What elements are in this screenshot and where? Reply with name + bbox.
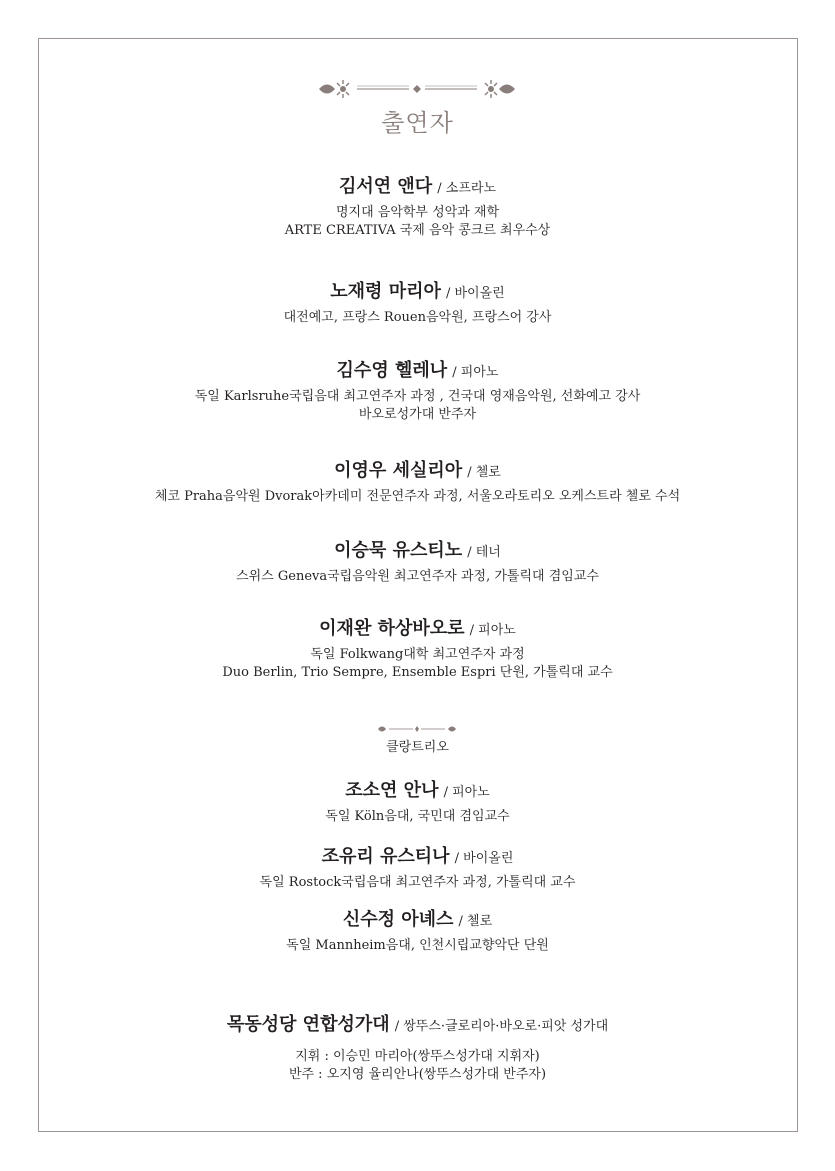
performer-bio: 독일 Karlsruhe국립음대 최고연주자 과정 , 건국대 영재음악원, 선화예고 강사 [194,389,641,404]
trio-member-1 [0,776,835,826]
performer-role: / 바이올린 [445,286,505,301]
choir-role: / 쌍뚜스·글로리아·바오로·피앗 성가대 [394,1019,609,1034]
performer-bio: 독일 Folkwang대학 최고연주자 과정 [310,647,525,662]
performer-role: / 피아노 [452,365,499,380]
performer-bio: 독일 Rostock국립음대 최고연주자 과정, 가톨릭대 교수 [259,875,576,890]
trio-member-2 [0,842,835,892]
performer-3 [0,356,835,424]
performer-4 [0,456,835,506]
choir-accompanist: 반주 : 오지영 율리안나(쌍뚜스성가대 반주자) [288,1067,547,1082]
performer-name: 조유리 유스티나 [321,846,450,867]
performer-6 [0,614,835,682]
performer-bio: 스위스 Geneva국립음악원 최고연주자 과정, 가톨릭대 겸임교수 [236,569,599,584]
choir-section [0,1010,835,1084]
performer-name: 이영우 세실리아 [334,460,463,481]
performer-bio: 바오로성가대 반주자 [358,407,477,422]
trio-member-3 [0,905,835,955]
performer-bio: 명지대 음악학부 성악과 재학 [335,205,500,220]
performer-role: / 바이올린 [454,851,514,866]
performer-1 [0,172,835,240]
trio-heading: 클랑트리오 [386,740,449,755]
performer-bio: 대전예고, 프랑스 Rouen음악원, 프랑스어 강사 [283,310,552,325]
trio-ornament-icon [377,723,457,735]
performer-5 [0,536,835,586]
performer-bio: Duo Berlin, Trio Sempre, Ensemble Espri 단원, 가톨릭대 교수 [222,665,613,680]
choir-conductor: 지휘 : 이승민 마리아(쌍뚜스성가대 지휘자) [295,1049,540,1064]
performer-name: 이재완 하상바오로 [319,618,465,639]
performer-role: / 첼로 [467,465,501,480]
performer-name: 이승묵 유스티노 [334,540,463,561]
performer-role: / 첼로 [458,914,493,929]
performer-bio: ARTE CREATIVA 국제 음악 콩크르 최우수상 [284,223,551,238]
performer-bio: 독일 Köln음대, 국민대 겸임교수 [325,809,510,824]
performer-bio: 독일 Mannheim음대, 인천시립교향악단 단원 [286,938,549,953]
performer-name: 조소연 안나 [345,780,439,801]
performer-role: / 피아노 [443,785,490,800]
performer-name: 신수정 아녜스 [342,909,454,930]
performer-name: 김서연 앤다 [338,176,433,197]
performer-role: / 소프라노 [437,181,497,196]
performer-name: 노재령 마리아 [330,281,441,302]
performer-name: 김수영 헬레나 [336,360,448,381]
choir-name: 목동성당 연합성가대 [226,1014,390,1035]
title-ornament-icon [317,76,517,102]
performer-role: / 피아노 [469,623,516,638]
page-title: 출연자 [381,109,454,137]
performer-role: / 테너 [467,545,501,560]
performer-2 [0,277,835,327]
performer-bio: 체코 Praha음악원 Dvorak아카데미 전문연주자 과정, 서울오라토리오 오케스트라 첼로 수석 [154,489,681,504]
